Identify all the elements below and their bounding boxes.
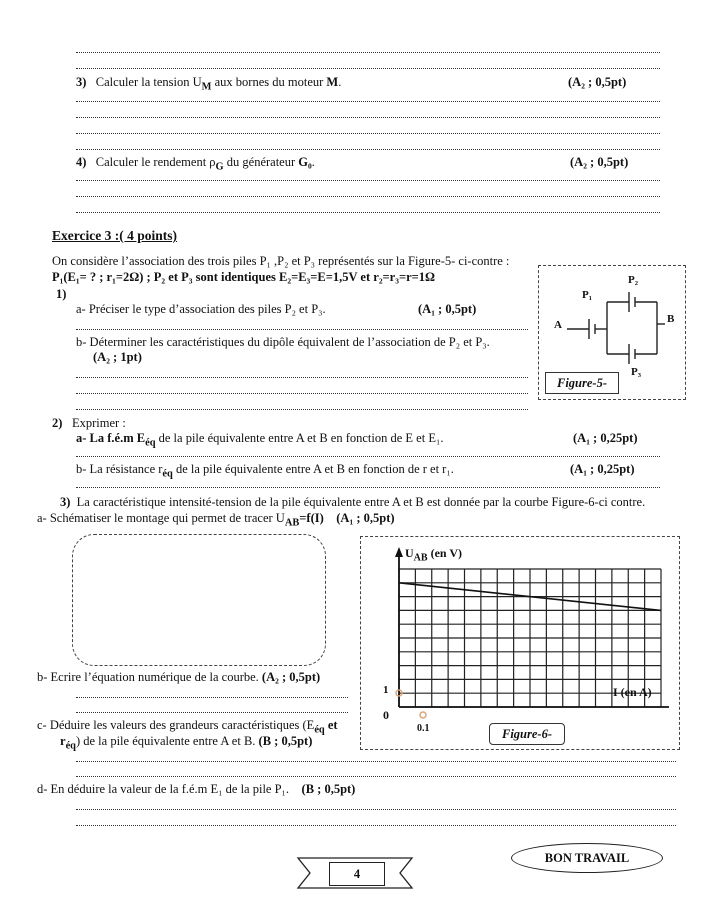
answer-line[interactable]	[76, 712, 348, 713]
label-b: B	[667, 313, 675, 325]
answer-line[interactable]	[76, 809, 676, 810]
tick-marker-x	[420, 712, 426, 718]
q1b: b- Déterminer les caractéristiques du dipôle équivalent de l’association de P₂ et P₃.	[76, 335, 490, 349]
bon-travail-badge: BON TRAVAIL	[511, 843, 663, 873]
mark: (A₂ ; 0,5pt)	[570, 155, 629, 169]
answer-line[interactable]	[76, 409, 528, 410]
label-p1: P₁	[582, 289, 593, 301]
label-a: A	[554, 319, 562, 331]
answer-line[interactable]	[76, 456, 660, 457]
answer-line[interactable]	[76, 180, 660, 181]
answer-line[interactable]	[76, 761, 676, 762]
mark: (A₁ ; 0,25pt)	[570, 462, 635, 476]
answer-line[interactable]	[76, 149, 660, 150]
q1-num: 1)	[56, 287, 67, 301]
answer-line[interactable]	[76, 776, 676, 777]
q3b: b- Ecrire l’équation numérique de la courbe. (A₂ ; 0,5pt)	[37, 670, 321, 684]
x-tick-0-1: 0.1	[417, 723, 430, 734]
q2-intro: Exprimer :	[72, 416, 126, 430]
uab-chart	[361, 537, 679, 749]
y-axis-arrow	[395, 547, 403, 557]
y-tick-1: 1	[383, 684, 389, 696]
answer-line[interactable]	[76, 117, 660, 118]
figure-5-caption: Figure-5-	[545, 372, 619, 394]
answer-line[interactable]	[76, 697, 348, 698]
answer-line[interactable]	[76, 212, 660, 213]
answer-line[interactable]	[76, 487, 660, 488]
answer-line[interactable]	[76, 68, 660, 69]
q3c-line2: $r_{éq}$) de la pile équivalente entre A et B. (B ; 0,5pt)	[60, 734, 313, 752]
label-p3: P₃	[631, 366, 642, 378]
schematic-answer-box[interactable]	[72, 534, 326, 666]
q3c-line1: c- Déduire les valeurs des grandeurs caractéristiques ($E_{éq}$ et	[37, 718, 338, 736]
mark: (A₂ ; 1pt)	[93, 350, 142, 364]
question-4: 4) Calculer le rendement $\rho_G$ du générateur G₀.	[76, 155, 315, 173]
answer-line[interactable]	[76, 52, 660, 53]
answer-line[interactable]	[76, 393, 528, 394]
intro-line-2: P₁(E₁= ? ; r₁=2Ω) ; P₂ et P₃ sont identiques E₂=E₃=E=1,5V et r₂=r₃=r=1Ω	[52, 270, 436, 284]
answer-line[interactable]	[76, 329, 528, 330]
figure-5-frame	[538, 265, 686, 400]
answer-line[interactable]	[76, 133, 660, 134]
q3d: d- En déduire la valeur de la f.é.m E₁ de la pile P₁. (B ; 0,5pt)	[37, 782, 356, 796]
figure-6-caption: Figure-6-	[489, 723, 565, 745]
page-number: 4	[329, 862, 385, 886]
answer-line[interactable]	[76, 377, 528, 378]
label-p2: P₂	[628, 274, 639, 286]
q3-text: 3) La caractéristique intensité-tension de la pile équivalente entre A et B est donnée par la courbe Figure-6-ci contre.	[60, 495, 646, 509]
answer-line[interactable]	[76, 196, 660, 197]
mark: (A₁ ; 0,25pt)	[573, 431, 638, 445]
y-axis-label: $U_{AB}$ (en V)	[405, 546, 463, 564]
q3a: a- Schématiser le montage qui permet de tracer $U_{AB}=f(I)$ (A₁ ; 0,5pt)	[37, 511, 395, 529]
figure-6-frame	[360, 536, 680, 750]
q2-num: 2)	[52, 416, 63, 430]
mark: (A₂ ; 0,5pt)	[568, 75, 627, 89]
q2b: b- La résistance $r_{éq}$ de la pile équivalente entre A et B en fonction de r et r₁.	[76, 462, 454, 480]
intro-line-1: On considère l’association des trois piles P₁ ,P₂ et P₃ représentés sur la Figure-5- ci-contre :	[52, 254, 510, 268]
q2a: a- La f.é.m $E_{éq}$ de la pile équivalente entre A et B en fonction de E et E₁.	[76, 431, 444, 449]
x-axis-label: I (en A)	[613, 685, 652, 699]
answer-line[interactable]	[76, 825, 676, 826]
mark: (A₁ ; 0,5pt)	[418, 302, 477, 316]
answer-line[interactable]	[76, 101, 660, 102]
q1a: a- Préciser le type d’association des piles P₂ et P₃.	[76, 302, 326, 316]
exercise-title: Exercice 3 :( 4 points)	[52, 228, 177, 243]
question-3: 3) Calculer la tension $U_M$ aux bornes du moteur M.	[76, 75, 342, 93]
origin-label: 0	[383, 708, 389, 722]
